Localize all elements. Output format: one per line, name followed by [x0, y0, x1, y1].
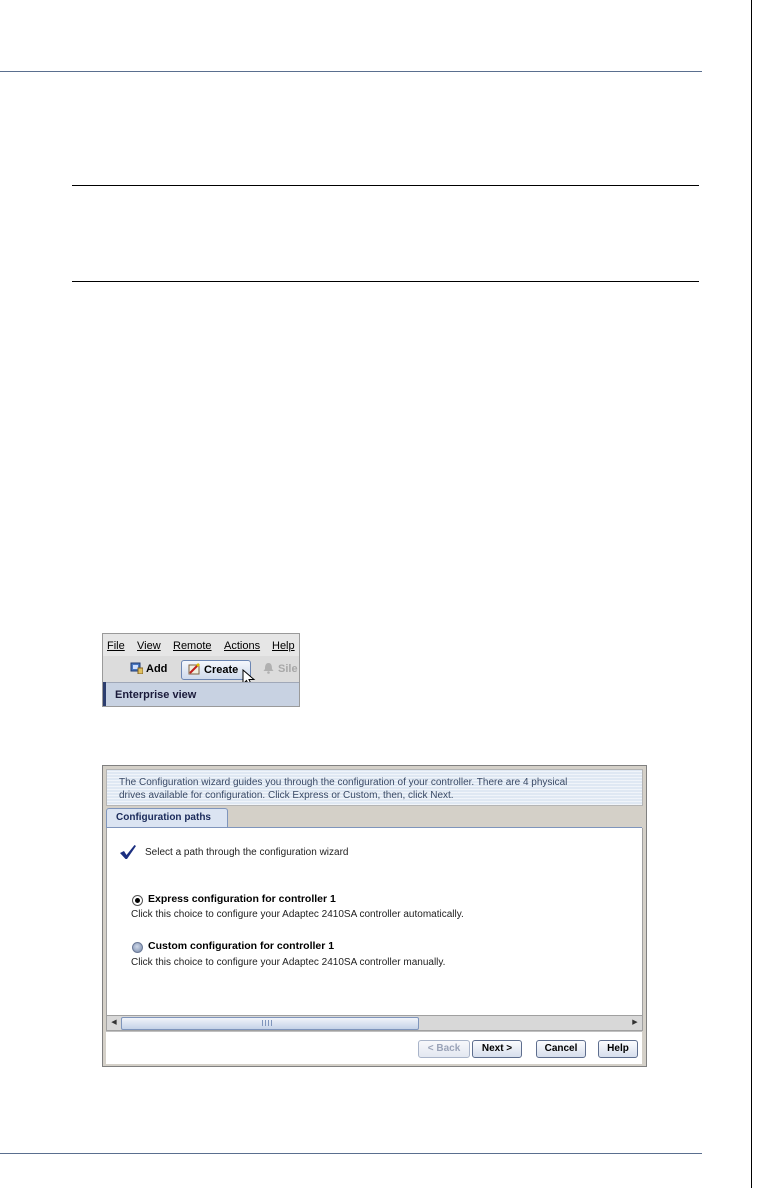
section-rule-top [72, 185, 699, 186]
bell-icon [262, 662, 275, 674]
create-button[interactable] [181, 660, 251, 680]
section-rule-bottom [72, 281, 699, 282]
next-button[interactable]: Next > [472, 1040, 522, 1058]
scroll-right-arrow-icon[interactable]: ▶ [632, 1019, 638, 1026]
express-option-title[interactable]: Express configuration for controller 1 [148, 893, 336, 905]
add-button[interactable] [130, 660, 167, 678]
wizard-intro [106, 769, 643, 806]
cancel-button[interactable]: Cancel [536, 1040, 586, 1058]
wizard-intro-line1: The Configuration wizard guides you through the configuration of your controller. There are 4 physical [119, 777, 568, 788]
add-system-icon [130, 662, 143, 674]
menu-remote[interactable]: Remote [173, 640, 212, 652]
wizard-intro-line2: drives available for configuration. Click Express or Custom, then, click Next. [119, 790, 454, 801]
menu-actions[interactable]: Actions [224, 640, 261, 652]
scroll-left-arrow-icon[interactable]: ◀ [111, 1019, 117, 1026]
view-accent-bar [103, 682, 106, 706]
menu-file[interactable]: File [107, 640, 125, 652]
silence-button-label: Sile [278, 663, 298, 675]
wizard-panel [106, 828, 643, 1015]
checkmark-icon [119, 844, 137, 860]
silence-button[interactable] [262, 660, 298, 678]
enterprise-view-label: Enterprise view [115, 689, 197, 701]
add-button-label: Add [146, 663, 168, 675]
toolbar [103, 656, 299, 682]
custom-option-description: Click this choice to configure your Adaptec 2410SA controller manually. [131, 957, 446, 968]
scrollbar-thumb[interactable] [121, 1017, 419, 1030]
wizard-footer [106, 1031, 642, 1064]
footer-rule [0, 1153, 702, 1154]
page-edge-line [751, 0, 752, 1188]
menu-bar [103, 634, 299, 656]
custom-radio[interactable] [132, 942, 143, 953]
tab-configuration-paths[interactable]: Configuration paths [106, 808, 228, 828]
express-option-description: Click this choice to configure your Adaptec 2410SA controller automatically. [131, 909, 464, 920]
horizontal-scrollbar[interactable] [106, 1015, 643, 1031]
custom-option-title[interactable]: Custom configuration for controller 1 [148, 940, 335, 952]
configuration-wizard [102, 765, 647, 1067]
back-button[interactable]: < Back [418, 1040, 470, 1058]
create-button-label: Create [204, 664, 239, 676]
menu-view[interactable]: View [137, 640, 161, 652]
enterprise-view-bar [103, 682, 299, 707]
create-wand-icon [188, 663, 201, 675]
header-rule [0, 71, 702, 72]
help-button[interactable]: Help [598, 1040, 638, 1058]
menu-help[interactable]: Help [272, 640, 295, 652]
wizard-lead-text: Select a path through the configuration wizard [145, 847, 349, 858]
express-radio[interactable] [132, 895, 143, 906]
toolbar-screenshot [102, 633, 300, 707]
